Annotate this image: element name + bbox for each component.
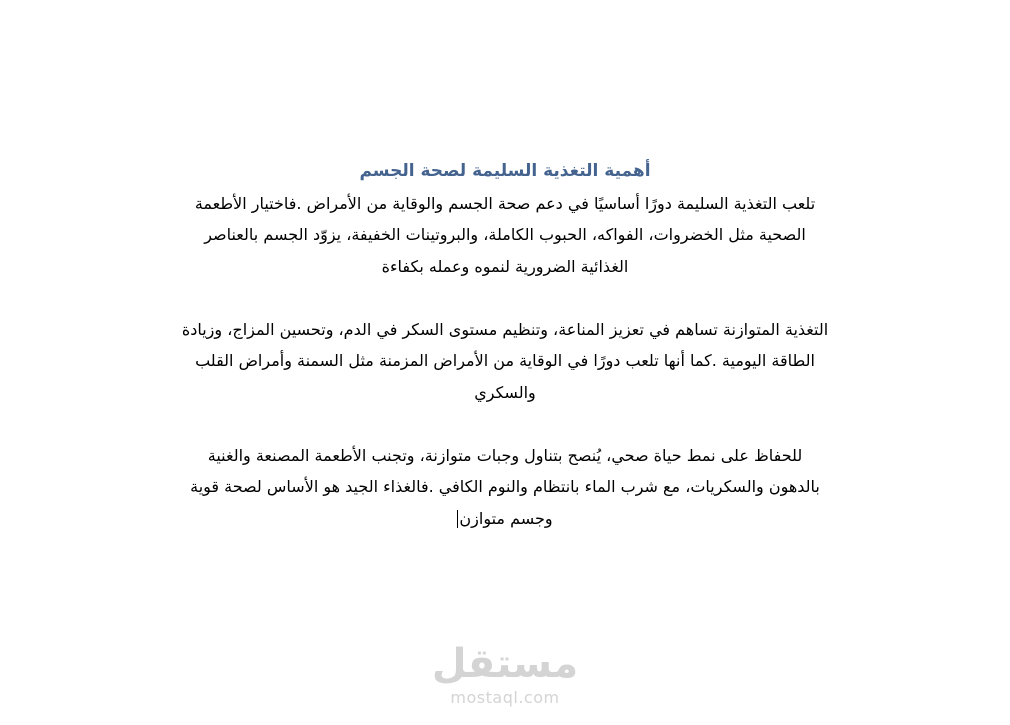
paragraph-3 [0,440,1010,535]
document-title: أهمية التغذية السليمة لصحة الجسم [359,161,651,181]
watermark-url: mostaql.com [450,688,560,707]
paragraph-line: بالدهون والسكريات، مع شرب الماء بانتظام والنوم الكافي .فالغذاء الجيد هو الأساس لصحة قوية [190,477,820,496]
paragraph-line: للحفاظ على نمط حياة صحي، يُنصح بتناول وجبات متوازنة، وتجنب الأطعمة المصنعة والغنية [207,445,803,465]
paragraph-spacer [0,408,1010,440]
paragraph-line: والسكري [474,382,536,402]
paragraph-line: التغذية المتوازنة تساهم في تعزيز المناعة، وتنظيم مستوى السكر في الدم، وتحسين المزاج، وزيادة [181,319,829,339]
paragraph-1 [0,188,1010,283]
paragraph-line: الغذائية الضرورية لنموه وعمله بكفاءة [381,256,629,276]
paragraph-line-last [0,503,1010,535]
paragraph-line: الصحية مثل الخضروات، الفواكه، الحبوب الكاملة، والبروتينات الخفيفة، يزوّد الجسم بالعناصر [204,225,806,244]
paragraph-2 [0,314,1010,409]
document-body[interactable] [0,156,1010,534]
paragraph-line: الطاقة اليومية .كما أنها تلعب دورًا في الوقاية من الأمراض المزمنة مثل السمنة وأمراض القلب [195,351,815,370]
watermark-logo: مستقل [431,641,579,687]
paragraph-spacer [0,282,1010,314]
paragraph-line: تلعب التغذية السليمة دورًا أساسيًا في دعم صحة الجسم والوقاية من الأمراض .فاختيار الأطعمة [194,193,816,213]
paragraph-line-text: وجسم متوازن [459,508,553,528]
